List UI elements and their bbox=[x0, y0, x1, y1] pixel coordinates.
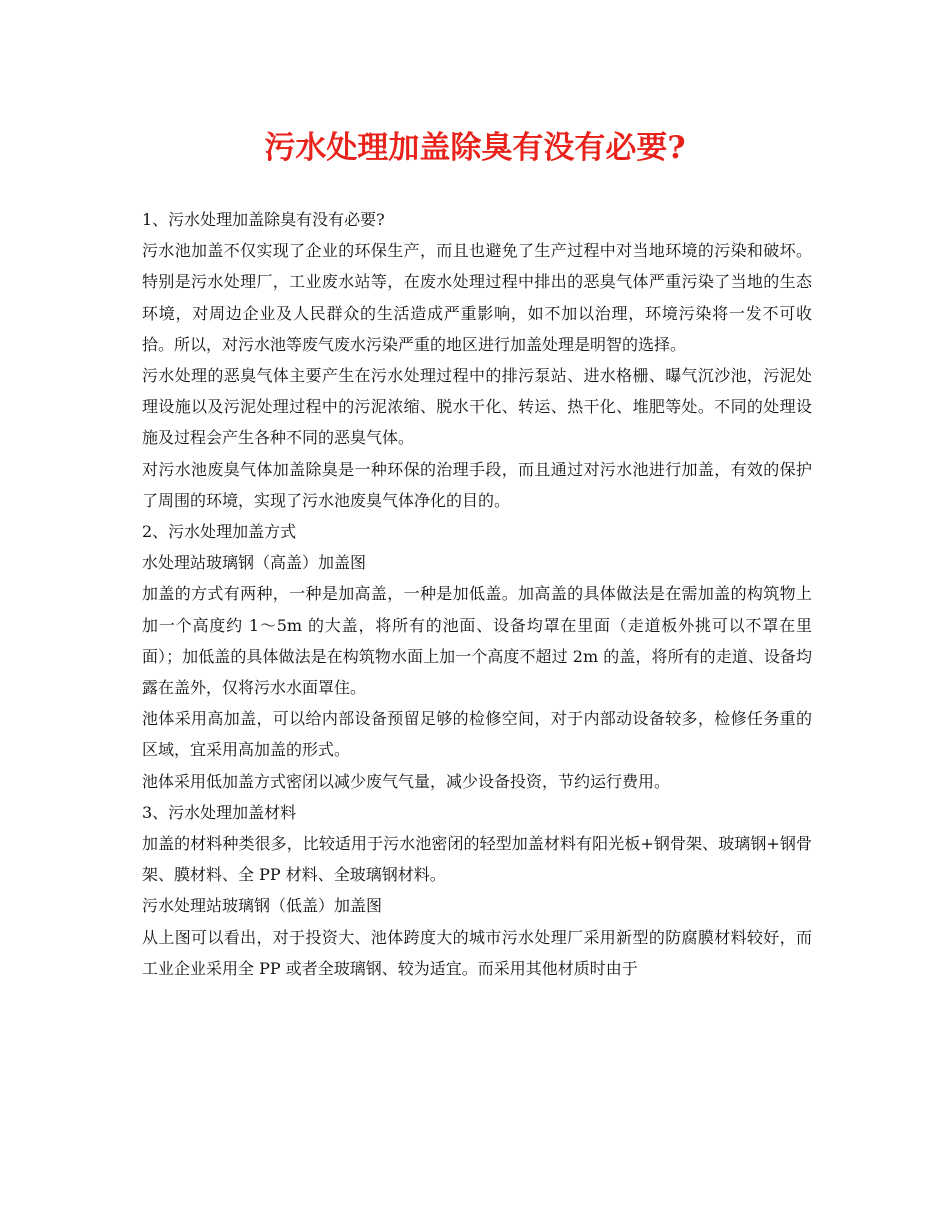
section-heading-2: 2、污水处理加盖方式 bbox=[142, 522, 297, 542]
section-heading-1: 1、污水处理加盖除臭有没有必要? bbox=[142, 210, 385, 229]
section-heading-3: 3、污水处理加盖材料 bbox=[142, 802, 297, 822]
document-body bbox=[142, 204, 812, 984]
paragraph: 池体采用低加盖方式密闭以减少废气气量，减少设备投资，节约运行费用。 bbox=[142, 771, 671, 791]
figure-caption: 污水处理站玻璃钢（低盖）加盖图 bbox=[142, 896, 383, 916]
page-title: 污水处理加盖除臭有没有必要? bbox=[264, 130, 686, 166]
paragraph: 对污水池废臭气体加盖除臭是一种环保的治理手段，而且通过对污水池进行加盖，有效的保护了周围的环境，实现了污水池废臭气体净化的目的。 bbox=[142, 459, 812, 510]
paragraph: 污水池加盖不仅实现了企业的环保生产，而且也避免了生产过程中对当地环境的污染和破坏。特别是污水处理厂，工业废水站等，在废水处理过程中排出的恶臭气体严重污染了当地的生态环境，对周边企业及人民群众的生活造成严重影响，如不加以治理，环境污染将一发不可收拾。所以，对污水池等废气废水污染严重的地区进行加盖处理是明智的选择。 bbox=[142, 241, 812, 354]
paragraph: 加盖的材料种类很多，比较适用于污水池密闭的轻型加盖材料有阳光板+钢骨架、玻璃钢+钢骨架、膜材料、全 PP 材料、全玻璃钢材料。 bbox=[142, 834, 812, 885]
paragraph: 污水处理的恶臭气体主要产生在污水处理过程中的排污泵站、进水格栅、曝气沉沙池，污泥处理设施以及污泥处理过程中的污泥浓缩、脱水干化、转运、热干化、堆肥等处。不同的处理设施及过程会产生各种不同的恶臭气体。 bbox=[142, 366, 812, 448]
paragraph: 从上图可以看出，对于投资大、池体跨度大的城市污水处理厂采用新型的防腐膜材料较好，而工业企业采用全 PP 或者全玻璃钢、较为适宜。而采用其他材质时由于 bbox=[142, 927, 812, 978]
paragraph: 加盖的方式有两种，一种是加高盖，一种是加低盖。加高盖的具体做法是在需加盖的构筑物上加一个高度约 1～5m 的大盖，将所有的池面、设备均罩在里面（走道板外挑可以不罩在里面）；加低盖的具体做法是在构筑物水面上加一个高度不超过 2m 的盖，将所有的走道、设备均露在盖外，仅将污水水面罩住。 bbox=[142, 584, 812, 698]
figure-caption: 水处理站玻璃钢（高盖）加盖图 bbox=[142, 553, 367, 573]
paragraph: 池体采用高加盖，可以给内部设备预留足够的检修空间，对于内部动设备较多，检修任务重的区域，宜采用高加盖的形式。 bbox=[142, 709, 812, 760]
